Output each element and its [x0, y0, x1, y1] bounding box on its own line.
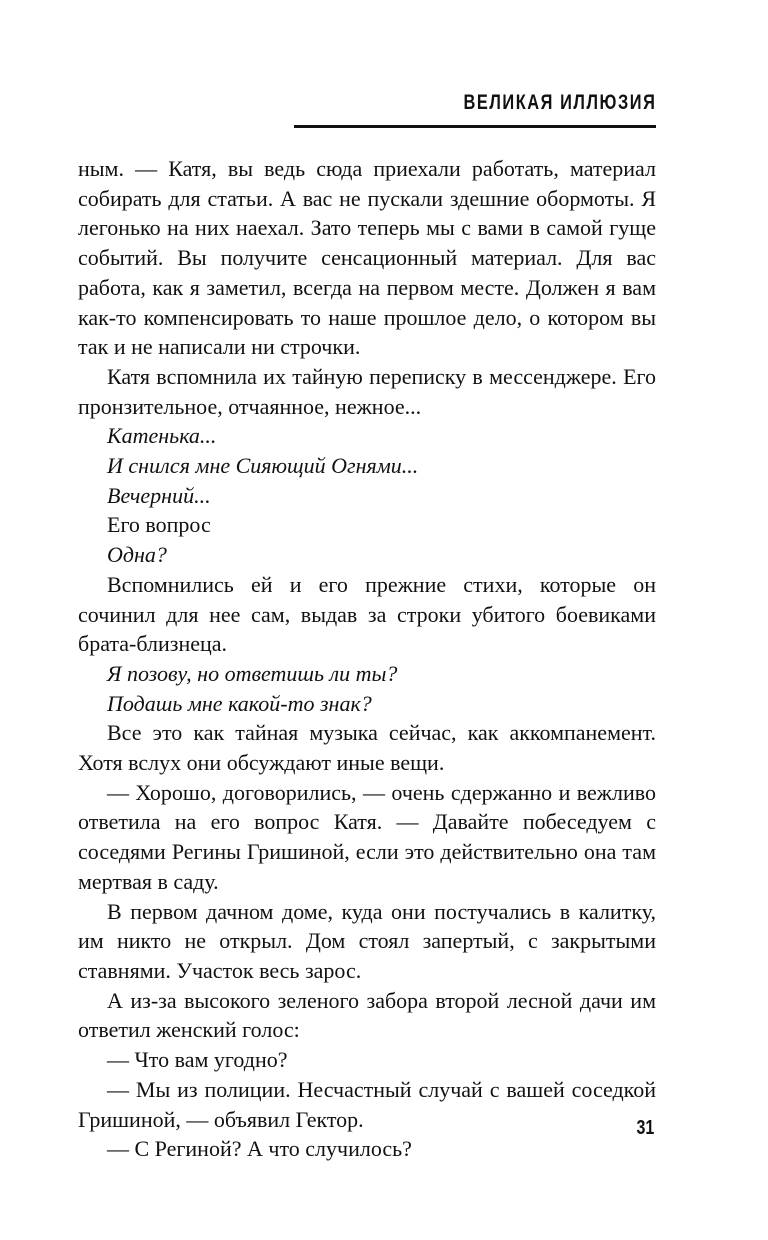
running-head: ВЕЛИКАЯ ИЛЛЮЗИЯ [462, 91, 656, 114]
paragraph: ным. — Катя, вы ведь сюда приехали работать, материал собирать для статьи. А вас не пускали здешние обормоты. Я легонько на них наехал. Зато теперь мы с вами в самой гуще событий. Вы получите сенсационный материал. Для вас работа, как я заметил, всегда на первом месте. Должен я вам как-то компенсировать то наше прошлое дело, о котором вы так и не написали ни строчки. [78, 156, 656, 360]
page-number: 31 [636, 1117, 654, 1139]
poem-line: Одна? [107, 542, 167, 568]
poem-line: Подашь мне какой-то знак? [107, 690, 372, 716]
poem-line: Я позову, но ответишь ли ты? [107, 660, 398, 686]
body-text [78, 154, 656, 1164]
paragraph: Вспомнились ей и его прежние стихи, которые он сочинил для нее сам, выдав за строки убитого боевиками брата-близнеца. [78, 571, 656, 657]
paragraph: В первом дачном доме, куда они постучались в калитку, им никто не открыл. Дом стоял запертый, с закрытыми ставнями. Участок весь зарос. [78, 898, 656, 983]
poem-line: И снился мне Сияющий Огнями... [107, 453, 419, 479]
paragraph: А из-за высокого зеленого забора второй лесной дачи им ответил женский голос: [78, 987, 656, 1043]
dialogue-line: — Что вам угодно? [107, 1047, 288, 1073]
paragraph: — Хорошо, договорились, — очень сдержанно и вежливо ответила на его вопрос Катя. — Давайте побеседуем с соседями Регины Гришиной, если это действительно она там мертвая в саду. [78, 779, 656, 894]
dialogue-line: — Мы из полиции. Несчастный случай с вашей соседкой Гришиной, — объявил Гектор. [78, 1076, 656, 1132]
dialogue-line: — С Региной? А что случилось? [107, 1136, 412, 1162]
paragraph: Его вопрос [107, 512, 211, 538]
paragraph: Все это как тайная музыка сейчас, как аккомпанемент. Хотя вслух они обсуждают иные вещи. [78, 720, 656, 776]
poem-line: Вечерний... [107, 482, 211, 508]
header-rule [294, 125, 656, 128]
poem-line: Катенька... [107, 423, 217, 449]
paragraph: Катя вспомнила их тайную переписку в мессенджере. Его пронзительное, отчаянное, нежное... [78, 363, 656, 419]
